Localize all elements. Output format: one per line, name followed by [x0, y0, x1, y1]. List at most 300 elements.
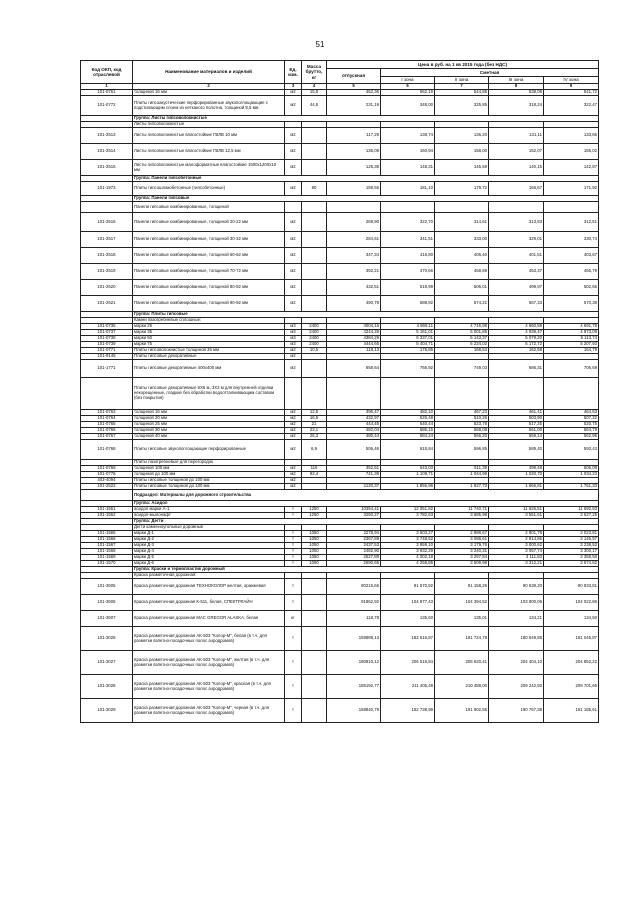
price-otpusk-cell: 284,61 — [327, 232, 381, 248]
price-zone3-cell: 559,14 — [489, 434, 544, 440]
price-otpusk-cell: 2527,89 — [327, 555, 381, 561]
price-zone3-cell: 567,33 — [489, 296, 544, 312]
group-heading: Группа: Панели гипсобетонные — [133, 176, 599, 182]
price-zone3-cell: 686,31 — [489, 360, 544, 378]
unit-cell: т — [285, 549, 302, 555]
price-zone3-cell: 453,37 — [489, 264, 544, 280]
price-zone4-cell: 706,69 — [544, 360, 599, 378]
unit-cell: т — [285, 555, 302, 561]
code-cell: 101-2513 — [81, 128, 133, 144]
unit-cell: м2 — [285, 434, 302, 440]
code-cell: 101-1551 — [81, 507, 133, 513]
code-cell: 101-1569 — [81, 555, 133, 561]
unit-cell: м2 — [285, 472, 302, 478]
price-zone3-cell: 134,21 — [489, 611, 544, 627]
table-row — [81, 128, 599, 144]
mass-cell: 44,6 — [302, 96, 327, 116]
table-row — [81, 202, 599, 213]
price-zone2-cell: 11 740,71 — [435, 507, 489, 513]
mass-cell — [302, 699, 327, 723]
price-zone4-cell: 520,75 — [544, 422, 599, 428]
price-zone2-cell: 158,00 — [435, 144, 489, 160]
price-zone1-cell: 3 782,63 — [381, 513, 435, 519]
price-zone2-cell: 406,40 — [435, 248, 489, 264]
name-cell: Плиты гипсоволокнистые толщиной 36 мм — [133, 348, 285, 354]
price-zone1-cell: 5 161,01 — [381, 330, 435, 336]
name-cell: Плиты гипсовые толщиной до 100 мм — [133, 478, 285, 484]
header-code: Код ОКП, код отраслевой — [81, 61, 133, 84]
mass-cell: 1250 — [302, 513, 327, 519]
price-zone3-cell: 329,01 — [489, 232, 544, 248]
price-zone3-cell: 318,24 — [489, 96, 544, 116]
price-zone4-cell: 593,43 — [544, 440, 599, 460]
mass-cell: 2400 — [302, 330, 327, 336]
mass-cell: 21 — [302, 422, 327, 428]
price-otpusk-cell: 432,51 — [327, 280, 381, 296]
price-zone2-cell: 325,85 — [435, 96, 489, 116]
code-cell: 101-1771 — [81, 360, 133, 378]
name-cell: марки Д-4 — [133, 549, 285, 555]
price-otpusk-cell: 180910,12 — [327, 651, 381, 675]
name-cell: толщиной 100 мм — [133, 466, 285, 472]
name-cell: Панели гипсовые комбинированные, толщиной — [133, 202, 285, 213]
group-heading: Группа: Листы гипсоволокнистые — [133, 116, 599, 122]
price-zone3-cell: 152,07 — [489, 144, 544, 160]
price-zone4-cell: 171,92 — [544, 182, 599, 196]
header-zone2: II зона — [435, 77, 489, 84]
unit-cell: м2 — [285, 348, 302, 354]
unit-cell — [285, 202, 302, 213]
col-num: 5 — [327, 84, 381, 90]
price-zone1-cell: 588,92 — [381, 296, 435, 312]
unit-cell: м3 — [285, 336, 302, 342]
header-unit: Ед. изм. — [285, 61, 302, 84]
unit-cell: т — [285, 543, 302, 549]
mass-cell: 116 — [302, 466, 327, 472]
price-zone4-cell: 3 300,17 — [544, 549, 599, 555]
price-otpusk-cell: 118,78 — [327, 611, 381, 627]
price-zone3-cell: 90 639,20 — [489, 579, 544, 595]
price-otpusk-cell: 268,90 — [327, 213, 381, 232]
price-zone2-cell: 3 179,76 — [435, 543, 489, 549]
table-row — [81, 699, 599, 723]
price-zone2-cell: 596,85 — [435, 440, 489, 460]
price-zone1-cell: 518,99 — [381, 280, 435, 296]
price-zone1-cell: 4 869,11 — [381, 324, 435, 330]
price-zone3-cell: 131,11 — [489, 128, 544, 144]
price-zone4-cell: 164,79 — [544, 348, 599, 354]
code-cell: 101-0763 — [81, 410, 133, 416]
mass-cell — [302, 360, 327, 378]
unit-cell: т — [285, 675, 302, 699]
mass-cell: 2400 — [302, 324, 327, 330]
name-cell: марки Д-2 — [133, 537, 285, 543]
price-zone3-cell: 5 172,72 — [489, 342, 544, 348]
price-otpusk-cell: 91862,92 — [327, 595, 381, 611]
table-row — [81, 595, 599, 611]
code-cell: 101-0739 — [81, 342, 133, 348]
price-zone3-cell: 162,58 — [489, 348, 544, 354]
code-cell: 101-9145 — [81, 354, 133, 360]
code-cell: 101-0778 — [81, 472, 133, 478]
price-zone1-cell: 104 877,43 — [381, 595, 435, 611]
price-zone4-cell: 3 145,97 — [544, 537, 599, 543]
mass-cell — [302, 627, 327, 651]
price-zone3-cell: 3 057,74 — [489, 549, 544, 555]
price-otpusk-cell: 347,34 — [327, 248, 381, 264]
price-zone4-cell: 1 034,23 — [544, 472, 599, 478]
mass-cell — [302, 296, 327, 312]
table-row — [81, 248, 599, 264]
col-num: 7 — [435, 84, 489, 90]
unit-cell: м3 — [285, 342, 302, 348]
unit-cell — [285, 378, 302, 410]
mass-cell: 23,1 — [302, 428, 327, 434]
price-zone2-cell: 3 297,84 — [435, 555, 489, 561]
col-num: 8 — [489, 84, 544, 90]
code-cell: 101-2522 — [81, 484, 133, 490]
mass-cell: 26,3 — [302, 434, 327, 440]
price-zone2-cell: 467,23 — [435, 410, 489, 416]
price-zone4-cell: 204 852,22 — [544, 651, 599, 675]
price-otpusk-cell: 506,46 — [327, 440, 381, 460]
price-zone3-cell: 2 801,78 — [489, 531, 544, 537]
code-cell: 101-2514 — [81, 144, 133, 160]
price-zone1-cell: 211 405,48 — [381, 675, 435, 699]
name-cell: марки 35 — [133, 330, 285, 336]
unit-cell: кг — [285, 611, 302, 627]
mass-cell — [302, 213, 327, 232]
code-cell: 101-0772 — [81, 96, 133, 116]
code-cell — [81, 202, 133, 213]
name-cell: Краска разметочная дорожная MAC GREGOR ALASKA, белая — [133, 611, 285, 627]
name-cell: толщиной 40 мм — [133, 434, 285, 440]
price-otpusk-cell: 1120,37 — [327, 484, 381, 490]
mass-cell — [302, 280, 327, 296]
name-cell: марки 75 — [133, 342, 285, 348]
name-cell: марки Д-3 — [133, 543, 285, 549]
code-cell: 101-1570 — [81, 561, 133, 567]
price-zone1-cell: 3 603,27 — [381, 531, 435, 537]
price-otpusk-cell: 432,97 — [327, 416, 381, 422]
mass-cell — [302, 611, 327, 627]
mass-cell: 16,5 — [302, 416, 327, 422]
price-zone2-cell: 566,20 — [435, 434, 489, 440]
price-zone4-cell — [544, 202, 599, 213]
mass-cell — [302, 579, 327, 595]
mass-cell — [302, 264, 327, 280]
price-zone1-cell: 3 932,29 — [381, 549, 435, 555]
name-cell: Краска разметочная дорожная ТЕХНОКОЛОР желтая, оранжевая — [133, 579, 285, 595]
table-row — [81, 675, 599, 699]
price-zone2-cell — [435, 378, 489, 410]
name-cell: асидол марки А-1 — [133, 507, 285, 513]
unit-cell: м2 — [285, 416, 302, 422]
code-cell: 101-0769 — [81, 466, 133, 472]
group-heading-row — [81, 490, 599, 501]
name-cell: толщиной 16 мм — [133, 90, 285, 96]
header-name: Наименование материалов и изделий — [133, 61, 285, 84]
unit-cell: м2 — [285, 90, 302, 96]
code-cell: 101-3029 — [81, 699, 133, 723]
price-zone4-cell — [544, 378, 599, 410]
price-zone1-cell: 91 570,92 — [381, 579, 435, 595]
price-zone4-cell: 4 973,09 — [544, 330, 599, 336]
unit-cell: м2 — [285, 422, 302, 428]
price-zone1-cell: 615,84 — [381, 440, 435, 460]
name-cell: Плиты гипсовые декоративные — [133, 354, 285, 360]
price-zone4-cell: 4 691,78 — [544, 324, 599, 330]
price-zone4-cell: 507,32 — [544, 416, 599, 422]
price-zone4-cell: 506,08 — [544, 466, 599, 472]
code-cell: 101-0768 — [81, 440, 133, 460]
unit-cell: т — [285, 507, 302, 513]
mass-cell — [302, 160, 327, 176]
price-zone2-cell: 168,53 — [435, 348, 489, 354]
price-otpusk-cell: 352,61 — [327, 466, 381, 472]
price-zone3-cell: 589,40 — [489, 440, 544, 460]
unit-cell: м2 — [285, 128, 302, 144]
price-otpusk-cell: 80215,66 — [327, 579, 381, 595]
price-zone2-cell: 3 685,98 — [435, 513, 489, 519]
header-zone4: IV зона — [544, 77, 599, 84]
price-zone1-cell: 341,51 — [381, 232, 435, 248]
code-cell: 101-1567 — [81, 543, 133, 549]
unit-cell: м2 — [285, 144, 302, 160]
price-otpusk-cell: 490,78 — [327, 296, 381, 312]
price-zone3-cell: 499,48 — [489, 466, 544, 472]
unit-cell: т — [285, 531, 302, 537]
price-zone3-cell: 140,15 — [489, 160, 544, 176]
name-cell: толщиной 30 мм — [133, 428, 285, 434]
code-cell: 101-0767 — [81, 434, 133, 440]
price-zone2-cell: 506,01 — [435, 280, 489, 296]
price-zone1-cell: 176,85 — [381, 348, 435, 354]
mass-cell: 92,4 — [302, 472, 327, 478]
price-zone4-cell: 1 751,33 — [544, 484, 599, 490]
table-row — [81, 213, 599, 232]
mass-cell — [302, 232, 327, 248]
price-zone3-cell: 4 939,47 — [489, 330, 544, 336]
unit-cell: т — [285, 579, 302, 595]
table-row — [81, 96, 599, 116]
price-zone4-cell: 330,74 — [544, 232, 599, 248]
price-otpusk-cell: 4384,29 — [327, 336, 381, 342]
price-zone3-cell: 4 660,59 — [489, 324, 544, 330]
table-row — [81, 296, 599, 312]
price-zone3-cell: 180 649,85 — [489, 627, 544, 651]
name-cell: Плиты гипсошлакобетонные (гипсобетонные) — [133, 182, 285, 196]
price-zone4-cell: 3 023,81 — [544, 531, 599, 537]
name-cell: марки 25 — [133, 324, 285, 330]
price-zone3-cell: 503,90 — [489, 416, 544, 422]
name-cell: Листы гипсоволокнистые — [133, 122, 285, 128]
price-zone1-cell: 322,70 — [381, 213, 435, 232]
name-cell: Плиты гипсовые декоративные 6Х6 м, 3Х3 м для внутренней отделки некорещенные, гладкие без обработки водоотталкивающим составом (без покрытия) — [133, 378, 285, 410]
unit-cell: т — [285, 537, 302, 543]
price-otpusk-cell: 480,44 — [327, 434, 381, 440]
table-row — [81, 280, 599, 296]
price-zone2-cell: 5 234,02 — [435, 342, 489, 348]
unit-cell: м2 — [285, 213, 302, 232]
unit-cell: м2 — [285, 484, 302, 490]
table-row — [81, 232, 599, 248]
price-otpusk-cell: 125,38 — [327, 160, 381, 176]
group-heading: Подраздел: Материалы для дорожного строительства — [133, 490, 599, 501]
price-zone3-cell: 538,08 — [489, 90, 544, 96]
name-cell: толщиной 20 мм — [133, 416, 285, 422]
price-zone1-cell: 3 859,10 — [381, 543, 435, 549]
price-zone2-cell: 91 158,26 — [435, 579, 489, 595]
price-zone1-cell: 138,74 — [381, 128, 435, 144]
code-cell: 101-1973 — [81, 182, 133, 196]
price-zone2-cell: 574,21 — [435, 296, 489, 312]
mass-cell: 2400 — [302, 336, 327, 342]
header-otpusk: отпускная — [327, 69, 381, 84]
name-cell: Панели гипсовые комбинированные, толщиной 90-92 мм — [133, 296, 285, 312]
price-zone4-cell: 403,67 — [544, 248, 599, 264]
price-zone2-cell: 5 001,85 — [435, 330, 489, 336]
price-zone2-cell: 523,78 — [435, 422, 489, 428]
price-zone2-cell: 210 488,00 — [435, 675, 489, 699]
mass-cell: 1050 — [302, 561, 327, 567]
price-zone2-cell: 749,03 — [435, 360, 489, 378]
price-zone1-cell: 586,15 — [381, 428, 435, 434]
price-zone4-cell: 90 833,81 — [544, 579, 599, 595]
price-zone2-cell: 191 902,55 — [435, 699, 489, 723]
price-zone2-cell: 145,59 — [435, 160, 489, 176]
price-otpusk-cell: 396,47 — [327, 410, 381, 416]
unit-cell: м2 — [285, 296, 302, 312]
price-zone3-cell: 11 626,51 — [489, 507, 544, 513]
price-zone3-cell: 204 404,10 — [489, 651, 544, 675]
header-zone3: III зона — [489, 77, 544, 84]
unit-cell: м2 — [285, 182, 302, 196]
name-cell: Краска разметочная дорожная АК-503 "Колор-М", черная (в т.ч. для разметки взлетно-посадочных полос аэродромов) — [133, 699, 285, 723]
price-zone4-cell: 142,87 — [544, 160, 599, 176]
price-zone2-cell: 314,61 — [435, 213, 489, 232]
price-zone2-cell: 2 988,67 — [435, 531, 489, 537]
price-zone1-cell: 470,66 — [381, 264, 435, 280]
code-cell: 101-2516 — [81, 213, 133, 232]
price-zone4-cell: 3 574,82 — [544, 561, 599, 567]
price-otpusk-cell: 168840,79 — [327, 699, 381, 723]
price-otpusk-cell: 741,39 — [327, 472, 381, 478]
table-row — [81, 440, 599, 460]
table-row — [81, 144, 599, 160]
price-zone4-cell: 562,96 — [544, 434, 599, 440]
price-zone4-cell: 5 207,93 — [544, 342, 599, 348]
unit-cell: м2 — [285, 360, 302, 378]
price-otpusk-cell: 136,08 — [327, 144, 381, 160]
price-otpusk-cell — [327, 202, 381, 213]
price-zone3-cell: 209 242,93 — [489, 675, 544, 699]
col-num: 1 — [81, 84, 133, 90]
name-cell: марки Д-5 — [133, 555, 285, 561]
name-cell: Дегти каменноугольные дорожные — [133, 525, 285, 531]
price-zone4-cell: 155,02 — [544, 144, 599, 160]
name-cell: Листы гипсоволокнистые малоформатные влагостойкие 1500x1200x10 мм — [133, 160, 285, 176]
price-zone4-cell: 3 238,52 — [544, 543, 599, 549]
price-zone4-cell: 5 113,74 — [544, 336, 599, 342]
unit-cell: м2 — [285, 248, 302, 264]
table-row — [81, 360, 599, 378]
name-cell: Панели гипсовые комбинированные, толщиной 60-62 мм — [133, 248, 285, 264]
price-zone1-cell: 181,10 — [381, 182, 435, 196]
price-otpusk-cell: 231,19 — [327, 96, 381, 116]
name-cell: Плиты гипсовые толщиной до 100 мм — [133, 484, 285, 490]
price-zone1-cell: 192 738,99 — [381, 699, 435, 723]
price-zone4-cell: 104 022,86 — [544, 595, 599, 611]
price-otpusk-cell: 392,21 — [327, 264, 381, 280]
code-cell — [81, 378, 133, 410]
price-otpusk-cell: 2367,89 — [327, 537, 381, 543]
code-cell: 101-1568 — [81, 549, 133, 555]
price-zone2-cell: 179,72 — [435, 182, 489, 196]
code-cell: 101-0738 — [81, 336, 133, 342]
group-heading: Группа: Асидол — [133, 501, 599, 507]
price-zone3-cell: 5 079,20 — [489, 336, 544, 342]
unit-cell: т — [285, 513, 302, 519]
code-cell: 403-4094 — [81, 478, 133, 484]
unit-cell: м2 — [285, 96, 302, 116]
unit-cell: м2 — [285, 410, 302, 416]
table-row — [81, 378, 599, 410]
price-zone4-cell: 455,79 — [544, 264, 599, 280]
price-zone2-cell: 3 088,61 — [435, 537, 489, 543]
code-cell: 101-2521 — [81, 296, 133, 312]
name-cell: Краска разметочная дорожная АК-503 "Колор-М", белая (в т.ч. для разметки взлетно-посадочных полос аэродромов) — [133, 627, 285, 651]
unit-cell: м2 — [285, 232, 302, 248]
price-zone1-cell: 182 516,87 — [381, 627, 435, 651]
price-zone2-cell: 181 724,78 — [435, 627, 489, 651]
price-zone2-cell: 104 394,52 — [435, 595, 489, 611]
code-cell: 101-3028 — [81, 675, 133, 699]
price-zone3-cell: 3 111,83 — [489, 555, 544, 561]
code-cell: 101-0765 — [81, 422, 133, 428]
header-zone1: I зона — [381, 77, 435, 84]
name-cell: марки 50 — [133, 336, 285, 342]
name-cell: марки Д-1 — [133, 531, 285, 537]
price-table — [80, 60, 599, 723]
price-zone1-cell: 540,44 — [381, 422, 435, 428]
col-num: 3 — [285, 84, 302, 90]
code-cell: 101-0761 — [81, 90, 133, 96]
price-zone2-cell: 544,86 — [435, 90, 489, 96]
page-number: 51 — [315, 40, 325, 49]
price-zone1-cell: 1 856,96 — [381, 484, 435, 490]
header-smetnaya: Сметная — [381, 69, 599, 77]
price-zone2-cell: 4 716,98 — [435, 324, 489, 330]
price-zone1-cell: 4 259,85 — [381, 561, 435, 567]
price-zone3-cell: 3 312,21 — [489, 561, 544, 567]
unit-cell: м2 — [285, 440, 302, 460]
code-cell: 101-3507 — [81, 611, 133, 627]
code-cell: 101-0764 — [81, 416, 133, 422]
name-cell: толщиной до 100 мм — [133, 472, 285, 478]
code-cell: 101-2515 — [81, 160, 133, 176]
mass-cell: 1050 — [302, 555, 327, 561]
price-zone3-cell: 401,51 — [489, 248, 544, 264]
mass-cell: 10,5 — [302, 348, 327, 354]
price-zone2-cell: 568,08 — [435, 428, 489, 434]
code-cell: 101-3026 — [81, 627, 133, 651]
name-cell: Плиты гипсоакустические перфорированные звукопоглощающие с подстилающим слоем из нетканого полотна, толщиной 8,5 мм — [133, 96, 285, 116]
code-cell: 101-3505 — [81, 579, 133, 595]
price-zone2-cell — [435, 202, 489, 213]
code-cell: 101-3027 — [81, 651, 133, 675]
price-zone4-cell: 502,65 — [544, 280, 599, 296]
